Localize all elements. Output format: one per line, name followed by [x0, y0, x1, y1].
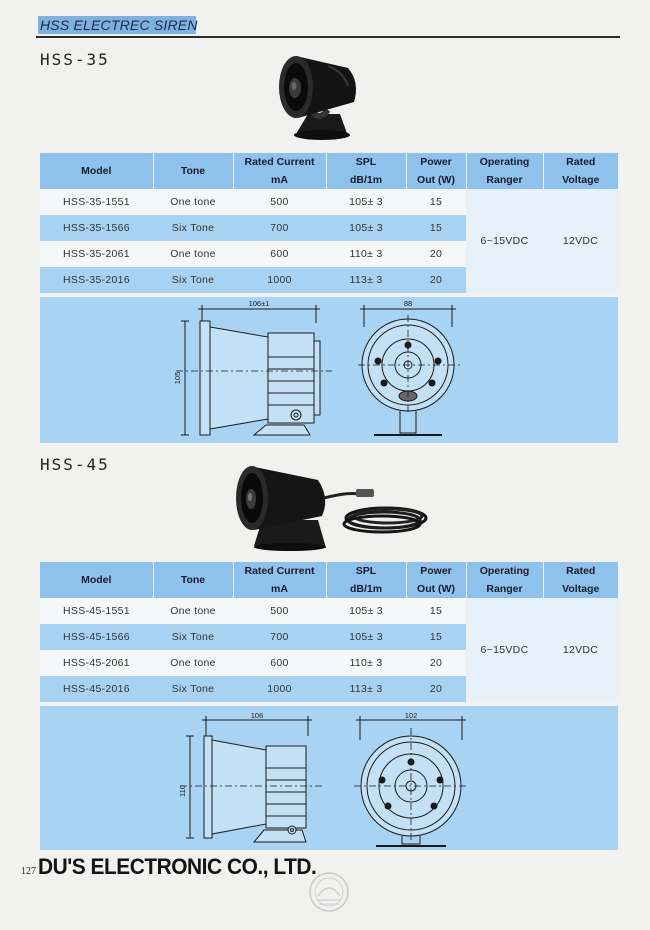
cell-power: 15 — [406, 624, 466, 650]
dimension-drawing-hss-45 — [40, 706, 618, 850]
cell-operating: 6~15VDC — [466, 189, 543, 293]
cell-operating: 6~15VDC — [466, 598, 543, 702]
cell-spl: 110± 3 — [326, 650, 406, 676]
cell-current: 1000 — [233, 267, 326, 293]
dimension-panel-hss-45 — [40, 706, 618, 850]
col-rated-voltage: Rated Voltage — [543, 153, 618, 189]
cell-current: 700 — [233, 215, 326, 241]
col-tone: Tone — [153, 562, 233, 598]
cell-model: HSS-35-1551 — [40, 189, 153, 215]
col-spl: SPL dB/1m — [326, 153, 406, 189]
cell-spl: 113± 3 — [326, 267, 406, 293]
col-rated-voltage: Rated Voltage — [543, 562, 618, 598]
company-name: DU'S ELECTRONIC CO., LTD. — [38, 854, 317, 879]
dim-diameter-label: 102 — [404, 711, 418, 720]
cell-tone: Six Tone — [153, 624, 233, 650]
col-power: Power Out (W) — [406, 562, 466, 598]
cell-power: 15 — [406, 189, 466, 215]
siren-photo-hss-45 — [230, 460, 430, 552]
cell-voltage: 12VDC — [543, 598, 618, 702]
dim-height-label: 105 — [173, 371, 182, 385]
col-tone: Tone — [153, 153, 233, 189]
cell-model: HSS-45-1551 — [40, 598, 153, 624]
cell-tone: One tone — [153, 189, 233, 215]
cell-current: 700 — [233, 624, 326, 650]
model-title-hss-35: HSS-35 — [40, 50, 110, 69]
spec-table-hss-45 — [40, 562, 618, 702]
cell-spl: 110± 3 — [326, 241, 406, 267]
dim-width-label: 106±1 — [248, 299, 270, 308]
spec-table-hss-35 — [40, 153, 618, 293]
dimension-panel-hss-35 — [40, 297, 618, 443]
company-logo-icon — [308, 870, 350, 914]
cell-spl: 105± 3 — [326, 598, 406, 624]
cell-tone: One tone — [153, 650, 233, 676]
cell-model: HSS-35-2061 — [40, 241, 153, 267]
cell-tone: One tone — [153, 598, 233, 624]
cell-model: HSS-45-1566 — [40, 624, 153, 650]
cell-current: 500 — [233, 598, 326, 624]
header-rule — [36, 36, 620, 38]
siren-photo-hss-35 — [268, 46, 368, 144]
table-header-row — [40, 153, 618, 189]
cell-current: 600 — [233, 650, 326, 676]
dim-height-label: 110 — [178, 785, 187, 797]
model-title-hss-45: HSS-45 — [40, 455, 110, 474]
col-spl: SPL dB/1m — [326, 562, 406, 598]
cell-current: 600 — [233, 241, 326, 267]
cell-voltage: 12VDC — [543, 189, 618, 293]
table-row — [40, 189, 618, 215]
table-row — [40, 598, 618, 624]
dim-diameter-label: 88 — [403, 299, 413, 308]
cell-tone: One tone — [153, 241, 233, 267]
cell-tone: Six Tone — [153, 676, 233, 702]
cell-tone: Six Tone — [153, 215, 233, 241]
cell-model: HSS-35-1566 — [40, 215, 153, 241]
page-number: 127 — [21, 866, 36, 877]
col-model: Model — [40, 562, 153, 598]
cell-spl: 113± 3 — [326, 676, 406, 702]
cell-model: HSS-35-2016 — [40, 267, 153, 293]
cell-spl: 105± 3 — [326, 189, 406, 215]
col-operating: Operating Ranger — [466, 562, 543, 598]
col-power: Power Out (W) — [406, 153, 466, 189]
table-header-row — [40, 562, 618, 598]
cell-power: 20 — [406, 267, 466, 293]
col-model: Model — [40, 153, 153, 189]
cell-power: 20 — [406, 650, 466, 676]
cell-spl: 105± 3 — [326, 215, 406, 241]
header-title: HSS ELECTREC SIREN — [40, 17, 198, 33]
dim-width-label: 106 — [250, 711, 264, 720]
cell-spl: 105± 3 — [326, 624, 406, 650]
cell-power: 20 — [406, 241, 466, 267]
dimension-drawing-hss-35 — [40, 297, 618, 443]
cell-power: 15 — [406, 598, 466, 624]
cell-current: 1000 — [233, 676, 326, 702]
col-operating: Operating Ranger — [466, 153, 543, 189]
col-rated-current: Rated Current mA — [233, 562, 326, 598]
col-rated-current: Rated Current mA — [233, 153, 326, 189]
cell-tone: Six Tone — [153, 267, 233, 293]
cell-current: 500 — [233, 189, 326, 215]
cell-power: 15 — [406, 215, 466, 241]
cell-power: 20 — [406, 676, 466, 702]
cell-model: HSS-45-2016 — [40, 676, 153, 702]
cell-model: HSS-45-2061 — [40, 650, 153, 676]
